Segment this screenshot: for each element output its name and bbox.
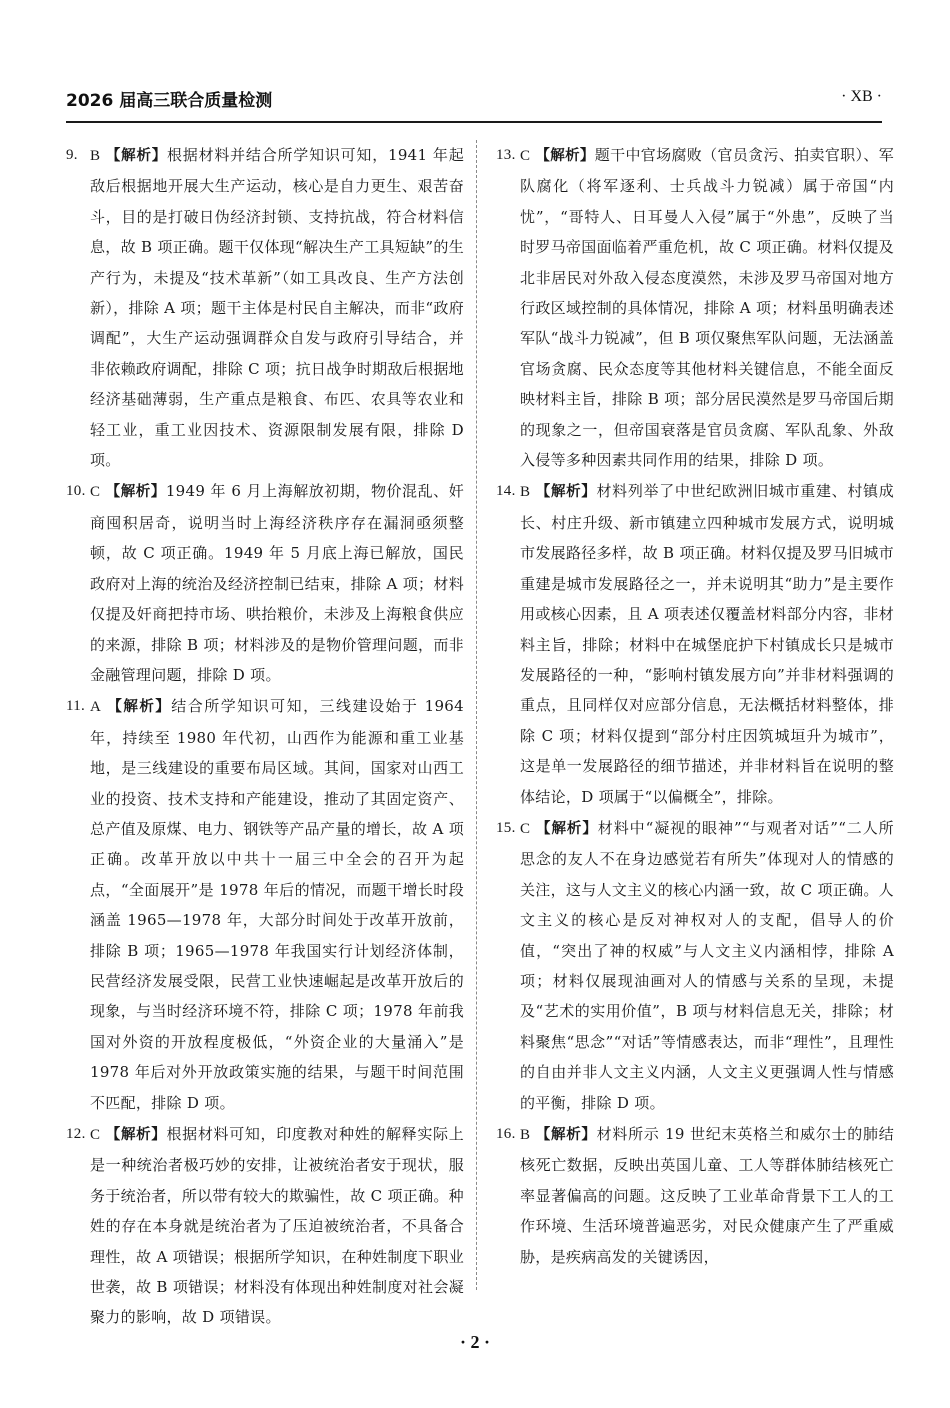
analysis-tag: 【解析】 [105,484,166,501]
question-number: 10. [66,483,86,500]
question-16 [496,1119,894,1272]
analysis-tag: 【解析】 [536,820,598,837]
question-9 [66,140,464,475]
answer-letter: C [520,820,531,837]
analysis-tag: 【解析】 [535,148,595,164]
analysis-text: 材料中“凝视的眼神”“与观者对话”“二人所思念的友人不在身边感觉若有所失”体现对人的情感的关注，这与人文主义的核心内涵一致，故 C 项正确。人文主义的核心是反对神权对人的支配，倡导人的价值，“突出了神的权威”与人文主义内涵相悖，排除 A 项；材料仅展现油画对人的情感与关系的呈现，未提及“艺术的实用价值”，B 项与材料信息无关，排除；材料聚焦“思念”“对话”等情感表达，而非“理性”，且理性的自由并非人文主义内涵，人文主义更强调人性与情感的平衡，排除 D 项。 [520,818,894,1112]
answer-letter: A [90,699,102,716]
analysis-tag: 【解析】 [105,148,168,164]
question-number: 9. [66,147,78,163]
analysis-text: 材料列举了中世纪欧洲旧城市重建、村镇成长、村庄升级、新市镇建立四种城市发展方式，说明城市发展路径多样，故 B 项正确。材料仅提及罗马旧城市重建是城市发展路径之一，并未说明其“助力”是主要作用或核心因素，且 A 项表述仅覆盖材料部分内容，非材料主旨，排除；材料中在城堡庇护下村镇成长只是城市发展路径的一种，“影响村镇发展方向”并非材料强调的重点，且同样仅对应部分信息，无法概括材料整体，排除 C 项；材料仅提到“部分村庄因筑城垣升为城市”，这是单一发展路径的细节描述，并非材料旨在说明的整体结论，D 项属于“以偏概全”，排除。 [520,482,894,806]
analysis-text: 根据材料并结合所学知识可知，1941 年起敌后根据地开展大生产运动，核心是自力更生、艰苦奋斗，目的是打破日伪经济封锁、支持抗战，符合材料信息，故 B 项正确。题干仅体现“解决生产工具短缺”的生产行为，未提及“技术革新”（如工具改良、生产方法创新），排除 A 项；题干主体是村民自主解决，而非“政府调配”，大生产运动强调群众自发与政府引导结合，并非依赖政府调配，排除 C 项；抗日战争时期敌后根据地经济基础薄弱，生产重点是粮食、布匹、农具等农业和轻工业，重工业因技术、资源限制发展有限，排除 D 项。 [90,146,464,470]
analysis-tag: 【解析】 [535,1127,597,1143]
edition-code: · XB · [841,88,882,105]
answer-letter: B [90,148,101,164]
header-rule [66,121,882,123]
analysis-text: 结合所学知识可知，三线建设始于 1964 年，持续至 1980 年代初，山西作为能源和重工业基地，是三线建设的重要布局区域。其间，国家对山西工业的投资、技术支持和产能建设，推动了其固定资产、总产值及原煤、电力、钢铁等产品产量的增长，故 A 项正确。改革开放以中共十一届三中全会的召开为起点，“全面展开”是 1978 年后的情况，而题干增长时段涵盖 1965—1978 年，大部分时间处于改革开放前，排除 B 项；1965—1978 年我国实行计划经济体制，民营经济发展受限，民营工业快速崛起是改革开放后的现象，与当时经济环境不符，排除 C 项；1978 年前我国对外资的开放程度极低，“外资企业的大量涌入”是 1978 年后对外开放政策实施的结果，与题干时间范围不匹配，排除 D 项。 [90,697,464,1112]
answer-letter: B [520,484,531,501]
question-number: 13. [496,147,516,163]
question-10 [66,476,464,690]
exam-title: 2026 届高三联合质量检测 [66,91,273,111]
question-13 [496,140,894,475]
analysis-text: 1949 年 6 月上海解放初期，物价混乱、奸商囤积居奇，说明当时上海经济秩序存在漏洞亟须整顿，故 C 项正确。1949 年 5 月底上海已解放，国民政府对上海的统治及经济控制已结束，排除 A 项；材料仅提及奸商把持市场、哄抬粮价，未涉及上海粮食供应的来源，排除 B 项；材料涉及的是物价管理问题，而非金融管理问题，排除 D 项。 [90,482,464,684]
answer-letter: C [90,1127,101,1143]
analysis-tag: 【解析】 [105,1127,167,1143]
analysis-text: 材料所示 19 世纪末英格兰和威尔士的肺结核死亡数据，反映出英国儿童、工人等群体肺结核死亡率显著偏高的问题。这反映了工业革命背景下工人的工作环境、生活环境普遍恶劣，对民众健康产生了严重威胁，是疾病高发的关键诱因， [520,1125,894,1266]
analysis-text: 根据材料可知，印度教对种姓的解释实际上是一种统治者极巧妙的安排，让被统治者安于现状，服务于统治者，所以带有较大的欺骗性，故 C 项正确。种姓的存在本身就是统治者为了压迫被统治者，不具备合理性，故 A 项错误；根据所学知识，在种姓制度下职业世袭，故 B 项错误；材料没有体现出种姓制度对社会凝聚力的影响，故 D 项错误。 [90,1125,464,1327]
question-number: 11. [66,698,86,715]
question-number: 15. [496,819,516,836]
question-15 [496,813,894,1118]
left-column [66,140,464,1333]
analysis-tag: 【解析】 [535,484,597,501]
column-divider [476,140,477,1290]
answer-letter: C [520,148,531,164]
page-number: · 2 · [459,1332,490,1352]
answer-letter: B [520,1127,531,1143]
question-11 [66,691,464,1118]
question-number: 14. [496,483,516,500]
question-number: 12. [66,1126,86,1142]
analysis-tag: 【解析】 [107,699,172,716]
right-column [496,140,894,1272]
question-14 [496,476,894,811]
page-header [66,86,882,116]
question-number: 16. [496,1126,516,1142]
answer-letter: C [90,484,101,501]
question-12 [66,1119,464,1333]
analysis-text: 题干中官场腐败（官员贪污、拍卖官职）、军队腐化（将军逐利、士兵战斗力锐减）属于帝国“内忧”，“哥特人、日耳曼人入侵”属于“外患”，反映了当时罗马帝国面临着严重危机，故 C 项正确。材料仅提及北非居民对外敌入侵态度漠然，未涉及罗马帝国对地方行政区域控制的具体情况，排除 A 项；材料虽明确表述军队“战斗力锐减”，但 B 项仅聚焦军队问题，无法涵盖官场贪腐、民众态度等其他材料关键信息，不能全面反映材料主旨，排除 B 项；部分居民漠然是罗马帝国后期的现象之一，但帝国衰落是官员贪腐、军队乱象、外敌入侵等多种因素共同作用的结果，排除 D 项。 [520,146,894,470]
